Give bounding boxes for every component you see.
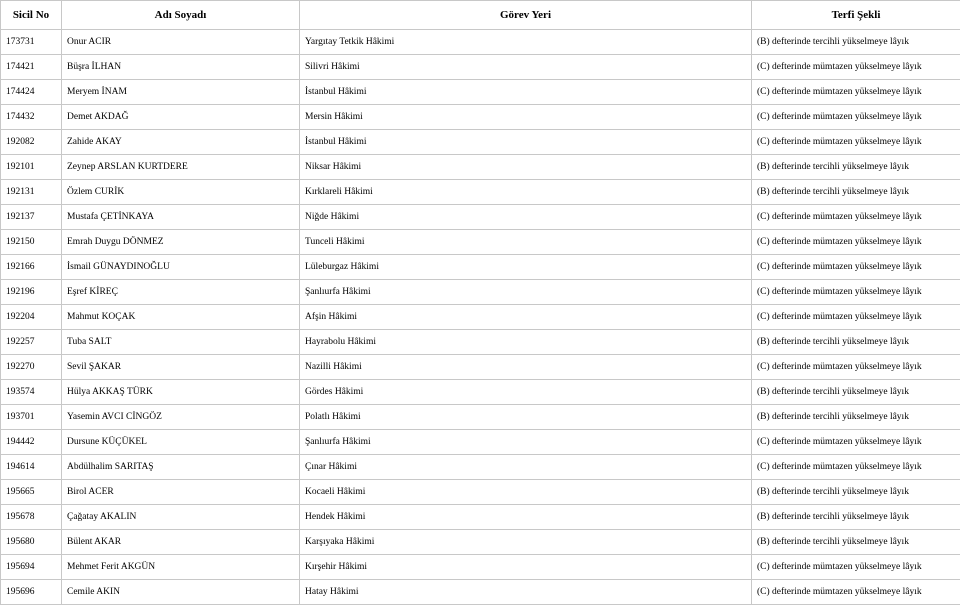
table-row: [1, 30, 960, 55]
table-row: [1, 230, 960, 255]
cell-adi-soyadi: Tuba SALT: [62, 330, 300, 355]
cell-adi-soyadi: Onur ACIR: [62, 30, 300, 55]
cell-adi-soyadi: Özlem CURİK: [62, 180, 300, 205]
table-row: [1, 505, 960, 530]
cell-sicil-no: 195678: [1, 505, 62, 530]
cell-terfi-sekli: (C) defterinde mümtazen yükselmeye lâyık: [752, 280, 960, 305]
table-row: [1, 430, 960, 455]
cell-adi-soyadi: Abdülhalim SARITAŞ: [62, 455, 300, 480]
cell-gorev-yeri: Lüleburgaz Hâkimi: [300, 255, 752, 280]
table-row: [1, 180, 960, 205]
cell-adi-soyadi: Mehmet Ferit AKGÜN: [62, 555, 300, 580]
table-row: [1, 555, 960, 580]
cell-sicil-no: 195665: [1, 480, 62, 505]
cell-sicil-no: 174432: [1, 105, 62, 130]
cell-adi-soyadi: Zeynep ARSLAN KURTDERE: [62, 155, 300, 180]
cell-terfi-sekli: (B) defterinde tercihli yükselmeye lâyık: [752, 155, 960, 180]
table-row: [1, 80, 960, 105]
cell-terfi-sekli: (C) defterinde mümtazen yükselmeye lâyık: [752, 255, 960, 280]
cell-adi-soyadi: Mahmut KOÇAK: [62, 305, 300, 330]
cell-gorev-yeri: Niğde Hâkimi: [300, 205, 752, 230]
cell-terfi-sekli: (C) defterinde mümtazen yükselmeye lâyık: [752, 80, 960, 105]
table-row: [1, 580, 960, 605]
table-body: [1, 30, 960, 605]
table-row: [1, 380, 960, 405]
cell-gorev-yeri: Kocaeli Hâkimi: [300, 480, 752, 505]
cell-adi-soyadi: Zahide AKAY: [62, 130, 300, 155]
cell-sicil-no: 195694: [1, 555, 62, 580]
cell-sicil-no: 192150: [1, 230, 62, 255]
table-row: [1, 55, 960, 80]
cell-gorev-yeri: Hatay Hâkimi: [300, 580, 752, 605]
cell-terfi-sekli: (C) defterinde mümtazen yükselmeye lâyık: [752, 455, 960, 480]
cell-gorev-yeri: Nazilli Hâkimi: [300, 355, 752, 380]
cell-terfi-sekli: (C) defterinde mümtazen yükselmeye lâyık: [752, 105, 960, 130]
cell-gorev-yeri: İstanbul Hâkimi: [300, 130, 752, 155]
table-row: [1, 405, 960, 430]
table-row: [1, 480, 960, 505]
cell-terfi-sekli: (B) defterinde tercihli yükselmeye lâyık: [752, 505, 960, 530]
table-row: [1, 155, 960, 180]
cell-terfi-sekli: (C) defterinde mümtazen yükselmeye lâyık: [752, 305, 960, 330]
cell-gorev-yeri: Kırşehir Hâkimi: [300, 555, 752, 580]
cell-gorev-yeri: Tunceli Hâkimi: [300, 230, 752, 255]
cell-sicil-no: 194614: [1, 455, 62, 480]
cell-terfi-sekli: (C) defterinde mümtazen yükselmeye lâyık: [752, 130, 960, 155]
cell-adi-soyadi: Dursune KÜÇÜKEL: [62, 430, 300, 455]
cell-sicil-no: 174424: [1, 80, 62, 105]
table-header: [1, 1, 960, 30]
header-gorev-yeri: Görev Yeri: [300, 1, 752, 30]
table-row: [1, 205, 960, 230]
cell-gorev-yeri: İstanbul Hâkimi: [300, 80, 752, 105]
cell-terfi-sekli: (B) defterinde tercihli yükselmeye lâyık: [752, 530, 960, 555]
cell-adi-soyadi: Eşref KİREÇ: [62, 280, 300, 305]
cell-adi-soyadi: Bülent AKAR: [62, 530, 300, 555]
cell-terfi-sekli: (B) defterinde tercihli yükselmeye lâyık: [752, 330, 960, 355]
cell-terfi-sekli: (C) defterinde mümtazen yükselmeye lâyık: [752, 355, 960, 380]
cell-adi-soyadi: Çağatay AKALIN: [62, 505, 300, 530]
cell-sicil-no: 192082: [1, 130, 62, 155]
cell-sicil-no: 192204: [1, 305, 62, 330]
cell-gorev-yeri: Gördes Hâkimi: [300, 380, 752, 405]
cell-gorev-yeri: Niksar Hâkimi: [300, 155, 752, 180]
cell-sicil-no: 174421: [1, 55, 62, 80]
cell-gorev-yeri: Silivri Hâkimi: [300, 55, 752, 80]
cell-terfi-sekli: (C) defterinde mümtazen yükselmeye lâyık: [752, 205, 960, 230]
cell-gorev-yeri: Afşin Hâkimi: [300, 305, 752, 330]
cell-sicil-no: 192131: [1, 180, 62, 205]
cell-terfi-sekli: (B) defterinde tercihli yükselmeye lâyık: [752, 480, 960, 505]
cell-sicil-no: 173731: [1, 30, 62, 55]
cell-sicil-no: 195696: [1, 580, 62, 605]
cell-adi-soyadi: Cemile AKIN: [62, 580, 300, 605]
header-row: [1, 1, 960, 30]
header-adi-soyadi: Adı Soyadı: [62, 1, 300, 30]
table-row: [1, 255, 960, 280]
cell-sicil-no: 193574: [1, 380, 62, 405]
cell-gorev-yeri: Hayrabolu Hâkimi: [300, 330, 752, 355]
cell-sicil-no: 193701: [1, 405, 62, 430]
cell-gorev-yeri: Kırklareli Hâkimi: [300, 180, 752, 205]
cell-gorev-yeri: Karşıyaka Hâkimi: [300, 530, 752, 555]
cell-gorev-yeri: Yargıtay Tetkik Hâkimi: [300, 30, 752, 55]
cell-gorev-yeri: Hendek Hâkimi: [300, 505, 752, 530]
header-terfi-sekli: Terfi Şekli: [752, 1, 960, 30]
table-row: [1, 130, 960, 155]
cell-adi-soyadi: Birol ACER: [62, 480, 300, 505]
cell-terfi-sekli: (B) defterinde tercihli yükselmeye lâyık: [752, 405, 960, 430]
cell-terfi-sekli: (C) defterinde mümtazen yükselmeye lâyık: [752, 55, 960, 80]
cell-adi-soyadi: Mustafa ÇETİNKAYA: [62, 205, 300, 230]
cell-gorev-yeri: Polatlı Hâkimi: [300, 405, 752, 430]
cell-adi-soyadi: Yasemin AVCI CİNGÖZ: [62, 405, 300, 430]
table-row: [1, 530, 960, 555]
table-row: [1, 105, 960, 130]
cell-gorev-yeri: Şanlıurfa Hâkimi: [300, 280, 752, 305]
cell-sicil-no: 192137: [1, 205, 62, 230]
table-row: [1, 305, 960, 330]
cell-adi-soyadi: Sevil ŞAKAR: [62, 355, 300, 380]
header-sicil-no: Sicil No: [1, 1, 62, 30]
cell-sicil-no: 195680: [1, 530, 62, 555]
cell-terfi-sekli: (B) defterinde tercihli yükselmeye lâyık: [752, 380, 960, 405]
cell-terfi-sekli: (B) defterinde tercihli yükselmeye lâyık: [752, 180, 960, 205]
cell-terfi-sekli: (C) defterinde mümtazen yükselmeye lâyık: [752, 555, 960, 580]
cell-sicil-no: 192257: [1, 330, 62, 355]
cell-adi-soyadi: Demet AKDAĞ: [62, 105, 300, 130]
table-row: [1, 280, 960, 305]
cell-terfi-sekli: (B) defterinde tercihli yükselmeye lâyık: [752, 30, 960, 55]
table-row: [1, 455, 960, 480]
cell-terfi-sekli: (C) defterinde mümtazen yükselmeye lâyık: [752, 230, 960, 255]
cell-terfi-sekli: (C) defterinde mümtazen yükselmeye lâyık: [752, 580, 960, 605]
table-row: [1, 330, 960, 355]
cell-sicil-no: 192101: [1, 155, 62, 180]
cell-sicil-no: 192270: [1, 355, 62, 380]
cell-adi-soyadi: Büşra İLHAN: [62, 55, 300, 80]
cell-adi-soyadi: Meryem İNAM: [62, 80, 300, 105]
cell-gorev-yeri: Çınar Hâkimi: [300, 455, 752, 480]
cell-terfi-sekli: (C) defterinde mümtazen yükselmeye lâyık: [752, 430, 960, 455]
cell-adi-soyadi: İsmail GÜNAYDINOĞLU: [62, 255, 300, 280]
cell-sicil-no: 192196: [1, 280, 62, 305]
cell-adi-soyadi: Emrah Duygu DÖNMEZ: [62, 230, 300, 255]
cell-gorev-yeri: Mersin Hâkimi: [300, 105, 752, 130]
cell-adi-soyadi: Hülya AKKAŞ TÜRK: [62, 380, 300, 405]
cell-sicil-no: 192166: [1, 255, 62, 280]
table-row: [1, 355, 960, 380]
cell-sicil-no: 194442: [1, 430, 62, 455]
cell-gorev-yeri: Şanlıurfa Hâkimi: [300, 430, 752, 455]
